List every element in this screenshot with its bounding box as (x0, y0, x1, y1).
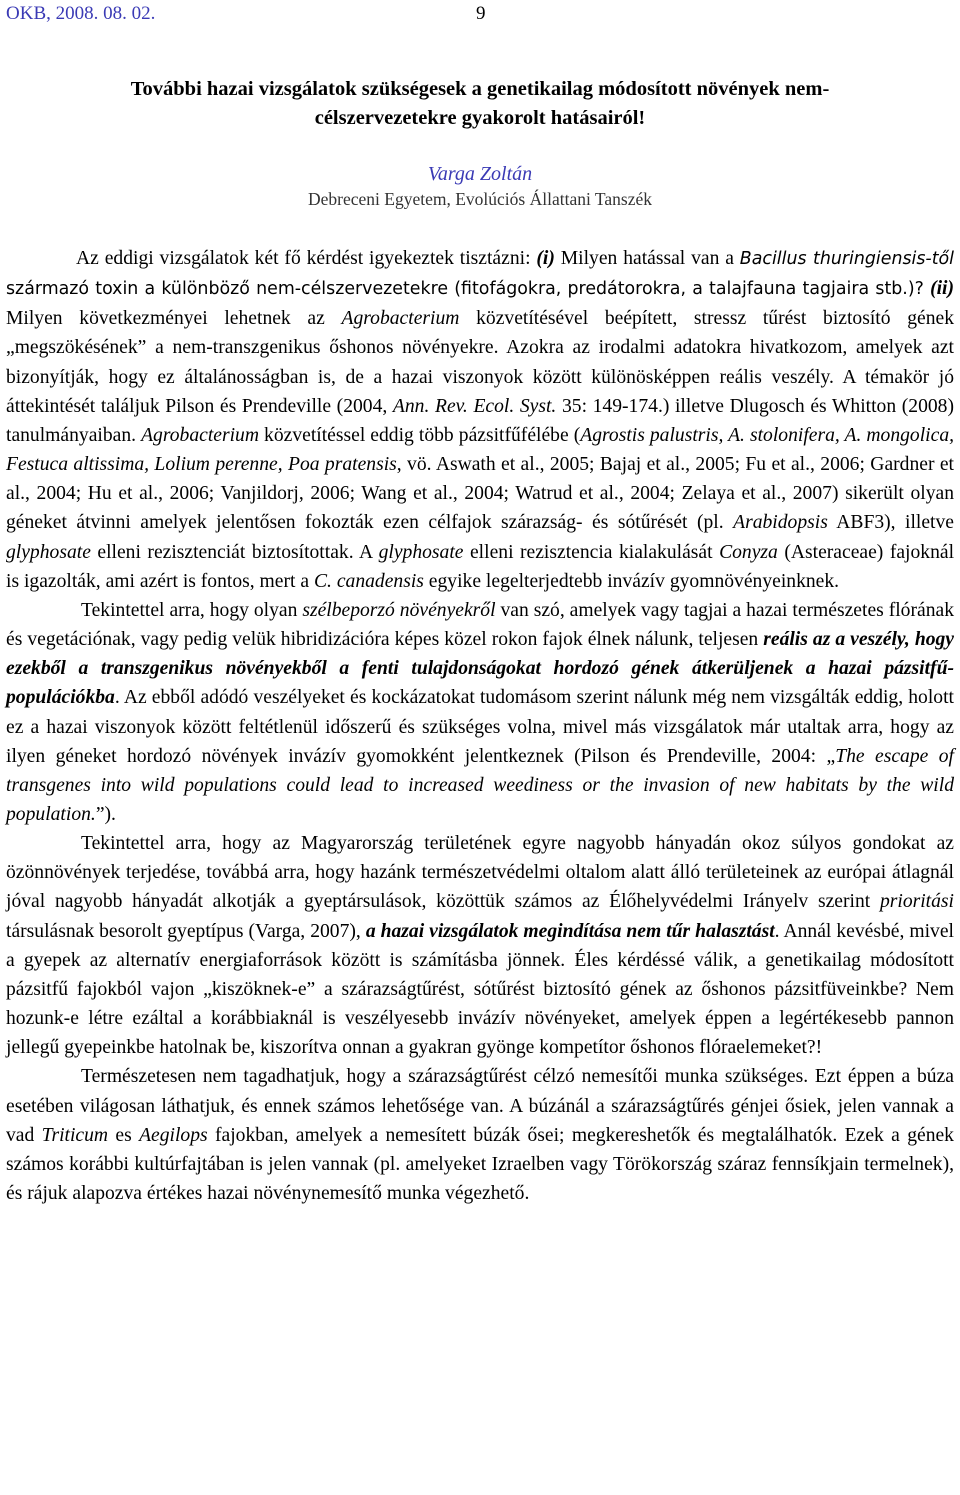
text-span: a hazai vizsgálatok megindítása nem tűr halasztást (365, 920, 775, 942)
text-span: szélbeporzó növényekről (302, 599, 496, 621)
text-span: Milyen következményei lehetnek az (6, 308, 342, 330)
text-span: egyike legelterjedtebb invázív gyomnövényeinknek. (423, 570, 840, 592)
title-line-2: célszervezetekre gyakorolt hatásairól! (314, 107, 646, 129)
paragraph-2 (6, 596, 954, 829)
text-span: Agrobacterium (141, 424, 260, 446)
page-number: 9 (476, 3, 486, 24)
text-span: . Annál kevésbé, mivel a gyepek az alternatív energiaforrások között is számításba jönnek. Éles kérdéssé válik, a genetikailag módosított pázsitfű fajokból vajon „kiszöknek-e” a szárazságtűrést, sótűrést biztosító gének az őshonos pázsitfüveinkbe? Nem hozunk-e létre ezáltal a korábbiaknál is veszélyesebb invázív növényeket, amelyek éppen a legértékesebb pannon jellegű gyepeinkbe hatolnak be, kiszorítva onnan a gyakran gyönge kompetítor őshonos flóraelemeket?! (6, 920, 954, 1059)
text-span: prioritási (879, 891, 954, 913)
text-span: elleni rezisztenciát biztosítottak. A (90, 541, 379, 563)
text-span: The escape of transgenes into wild populations could lead to increased weediness or the invasion of new habitats by the wild population. (6, 745, 954, 825)
text-span: glyphosate (378, 541, 464, 563)
paragraph-4 (6, 1062, 954, 1208)
text-span: Ann. Rev. Ecol. Syst. (392, 395, 557, 417)
text-span: (Asteraceae) fajoknál is igazolták, ami azért is fontos, mert a (6, 541, 955, 592)
text-span: reális az a veszély, hogy ezekből a transzgenikus növényekből a fenti tulajdonságokat hordozó gének átkerüljenek a hazai pázsitfű-populációkba (6, 629, 955, 709)
text-span: (ii) (930, 278, 954, 300)
text-span: Az eddigi vizsgálatok két fő kérdést igyekeztek tisztázni: (76, 248, 537, 269)
text-span: Tekintettel arra, hogy az Magyarország területének egyre nagyobb hányadán okoz súlyos gondokat az özönnövények terjedése, továbbá arra, hogy hazánk természetvédelmi oltalom alatt álló területeinek az európai átlagnál jóval nagyobb hányadát alkotják a gyeptársulások, közöttük számos az Élőhelyvédelmi Irányelv szerint (6, 833, 954, 913)
text-span: (i) (536, 248, 555, 269)
text-span: Arabidopsis (733, 512, 828, 534)
text-span: elleni rezisztencia kialakulását (463, 541, 720, 563)
text-span: . Az ebből adódó veszélyeket és kockázatokat tudomásom szerint nálunk még nem vizsgálták eddig, holott ez a hazai viszonyok között feltétlenül időszerű és szükséges volna, mivel más vizsgálatok már utaltak arra, hogy az ilyen géneket hordozó növények invázív gyomokként jelentkeznek (Pilson és Prendeville, 2004: „ (6, 687, 954, 767)
paragraph-1 (6, 244, 954, 596)
text-span: van szó, amelyek vagy tagjai a hazai természetes flórának és vegetációnak, vagy pedig velük hibridizációra képes közel rokon fajok élnek nálunk, teljesen (6, 599, 954, 651)
text-span: Bacillus thuringiensis-től (739, 249, 954, 269)
text-span: ABF3), illetve (827, 512, 954, 534)
text-span: ”). (95, 803, 116, 825)
text-span: Conyza (719, 541, 778, 563)
text-span: Természetesen nem tagadhatjuk, hogy a szárazságtűrést célzó nemesítői munka szükséges. Ezt éppen a búza esetében világosan láthatjuk, és ennek számos lehetősége van. A búzánál a szárazságtűrés génjei ősiek, jelen vannak a vad (6, 1066, 954, 1146)
text-span: társulásnak besorolt gyeptípus (Varga, 2007), (6, 920, 366, 942)
text-span: közvetítéssel eddig több pázsitfűfélébe ( (259, 424, 581, 446)
text-span: Agrostis palustris, A. stolonifera, A. mongolica, Festuca altissima, Lolium perenne, Poa pratensis (6, 424, 955, 476)
text-span: Tekintettel arra, hogy olyan (81, 599, 303, 621)
author-name: Varga Zoltán (427, 163, 533, 185)
text-span: fajokban, amelyek a nemesített búzák ősei; megkereshetők és megtalálhatók. Ezek a gének számos korábbi kultúrfajtában is jelen vannak (pl. amelyeket Izraelben vagy Törökország száraz fennsíkjain termelnek), és rájuk alapozva értékes hazai növénynemesítő munka végezhető. (6, 1124, 954, 1204)
text-span: származó toxin a különböző nem-célszervezetekre (fitofágokra, predátorokra, a talajfauna tagjaira stb.)? (6, 279, 931, 300)
text-span: Milyen hatással van a (554, 248, 740, 269)
title-line-1: További hazai vizsgálatok szükségesek a genetikailag módosított növények nem- (130, 78, 830, 100)
article-title (30, 75, 930, 133)
text-span: glyphosate (6, 541, 91, 563)
text-span: közvetítésével beépített, stressz tűrést biztosító gének „megszökésének” a nem-transzgenikus őshonos növényekre. Azokra az irodalmi adatokra hivatkozom, amelyek azt bizonyítják, hogy ez általánosságban is, de a hazai viszonyok között különösképpen reális veszély. A témakör jó áttekintését találjuk Pilson és Prendeville (2004, (6, 308, 954, 417)
text-span: , vö. Aswath et al., 2005; Bajaj et al., 2005; Fu et al., 2006; Gardner et al., 2004; Hu et al., 2006; Vanjildorj, 2006; Wang et al., 2004; Watrud et al., 2004; Zelaya et al., 2007) sikerült olyan géneket átvinni amelyek jelentősen fokozták ezen célfajok szárazság- és sótűrését (pl. (6, 454, 954, 534)
document-meta: OKB, 2008. 08. 02. (6, 3, 156, 24)
text-span: Aegilops (139, 1124, 208, 1146)
text-span: Agrobacterium (341, 308, 460, 330)
text-span: 35: 149-174.) illetve Dlugosch és Whitton (2008) tanulmányaiban. (6, 395, 954, 446)
article-body (6, 244, 954, 1208)
text-span: es (108, 1124, 140, 1146)
paragraph-3 (6, 829, 954, 1062)
author-affiliation: Debreceni Egyetem, Evolúciós Állattani Tanszék (308, 189, 652, 209)
text-span: C. canadensis (313, 570, 424, 592)
text-span: Triticum (41, 1124, 109, 1146)
